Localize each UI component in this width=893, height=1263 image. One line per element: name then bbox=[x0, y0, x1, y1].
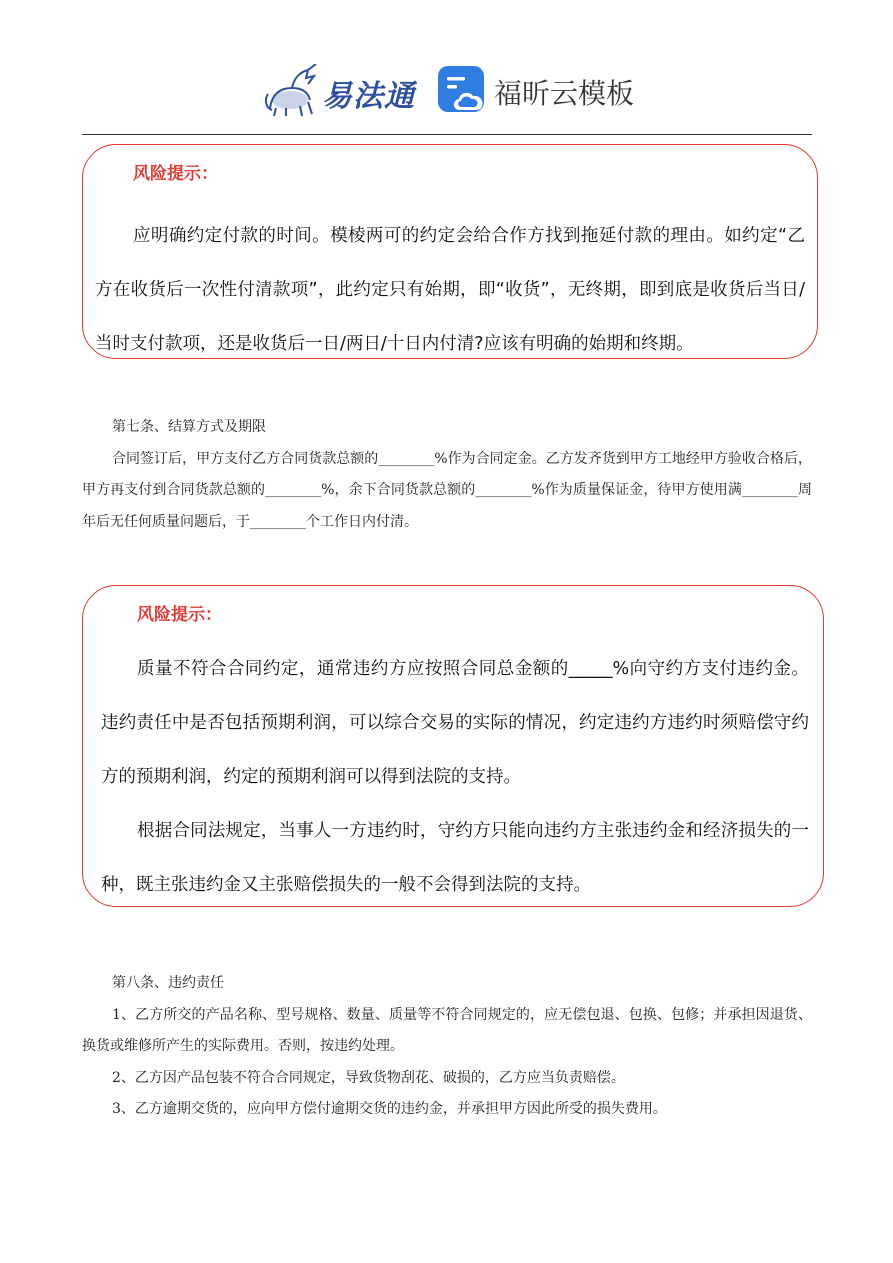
logo-yifatong-text: 易法通 bbox=[322, 79, 415, 114]
logo-fuxin-template-text: 福昕云模板 bbox=[494, 77, 635, 110]
section-heading: 第八条、违约责任 bbox=[112, 975, 224, 991]
risk-notice-paragraph: 质量不符合合同约定，通常违约方应按照合同总金额的_____%向守约方支付违约金。违约责任中是否包括预期利润，可以综合交易的实际的情况，约定违约方违约时须赔偿守约方的预期利润，约定的预期利润可以得到法院的支持。 bbox=[101, 659, 809, 787]
list-item: 3、乙方逾期交货的，应向甲方偿付逾期交货的违约金，并承担甲方因此所受的损失费用。 bbox=[112, 1101, 667, 1117]
list-item: 2、乙方因产品包装不符合合同规定，导致货物刮花、破损的，乙方应当负责赔偿。 bbox=[112, 1069, 625, 1086]
section-liability bbox=[82, 968, 812, 1126]
section-settlement bbox=[82, 412, 812, 538]
page-header bbox=[0, 58, 893, 122]
cloud-document-logo-icon bbox=[436, 64, 488, 116]
header-divider bbox=[82, 134, 812, 135]
risk-notice-title: 风险提示： bbox=[137, 605, 222, 625]
risk-notice-paragraph: 应明确约定付款的时间。模棱两可的约定会给合作方找到拖延付款的理由。如约定“乙方在收货后一次性付清款项”，此约定只有始期，即“收货”，无终期，即到底是收货后当日/当时支付款项，还是收货后一日/两日/十日内付清?应该有明确的始期和终期。 bbox=[95, 226, 805, 354]
risk-notice-box-payment bbox=[82, 144, 818, 359]
risk-notice-title: 风险提示： bbox=[133, 164, 218, 184]
risk-notice-box-breach bbox=[82, 585, 824, 907]
list-item: 1、乙方所交的产品名称、型号规格、数量、质量等不符合同规定的，应无偿包退、包换、包修；并承担因退货、换货或维修所产生的实际费用。否则，按违约处理。 bbox=[82, 1006, 812, 1054]
risk-notice-paragraph: 根据合同法规定，当事人一方违约时，守约方只能向违约方主张违约金和经济损失的一种，既主张违约金又主张赔偿损失的一般不会得到法院的支持。 bbox=[101, 821, 809, 895]
section-heading: 第七条、结算方式及期限 bbox=[112, 419, 266, 435]
unicorn-logo-icon bbox=[262, 64, 322, 118]
section-paragraph: 合同签订后，甲方支付乙方合同货款总额的________%作为合同定金。乙方发齐货到甲方工地经甲方验收合格后，甲方再支付到合同货款总额的________%，余下合同货款总额的________%作为质量保证金，待甲方使用满________周年后无任何质量问题后，于________个工作日内付清。 bbox=[82, 450, 812, 530]
